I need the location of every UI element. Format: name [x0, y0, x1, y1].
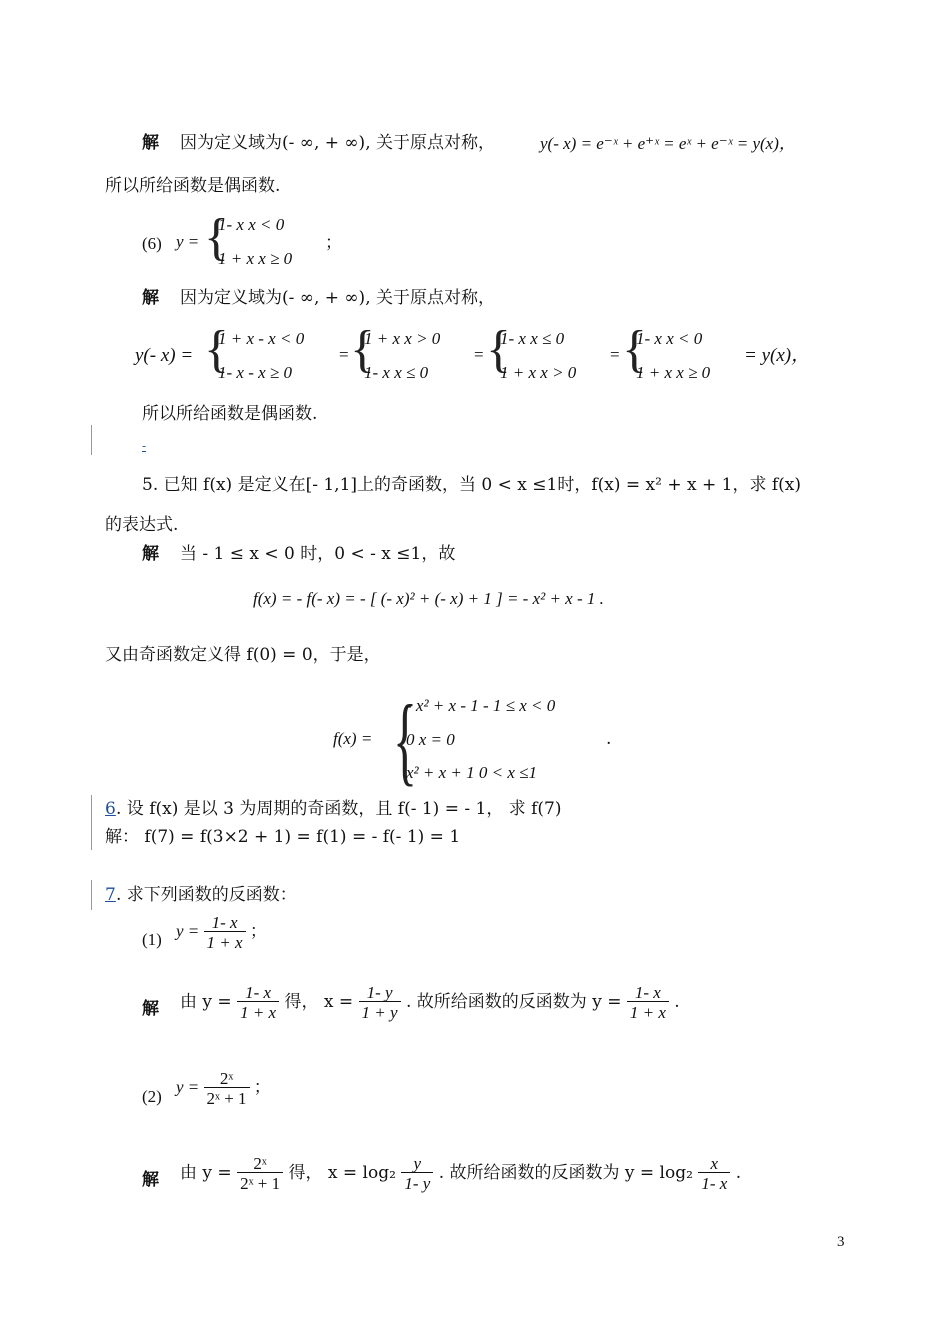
fraction [401, 1155, 433, 1192]
solution-label: 解 [142, 544, 159, 564]
equation-lhs: f(x) = [333, 729, 373, 748]
solution-text-part: 得， x = [284, 992, 354, 1012]
solution-text: 当 - 1 ≤ x < 0 时，0 < - x ≤1，故 [180, 544, 456, 564]
brace-symbol: { [486, 321, 511, 378]
conclusion-text: 所以所给函数是偶函数. [142, 404, 318, 424]
denominator: 1- y [401, 1172, 433, 1192]
fraction [204, 914, 246, 951]
solution-text: 因为定义域为(- ∞, + ∞), 关于原点对称， [180, 133, 495, 153]
case-line: 1 + x x > 0 [364, 329, 441, 348]
denominator: 1 + y [359, 1001, 401, 1021]
solution-text-part: 得， x = log₂ [288, 1163, 396, 1183]
fraction [237, 1155, 283, 1192]
case-line: 1- x x < 0 [218, 215, 285, 234]
case-line: 1- x x ≤ 0 [364, 363, 429, 382]
punctuation: ； [249, 921, 267, 941]
solution-text-part: 由 y = [180, 1163, 232, 1183]
brace-symbol: { [204, 321, 229, 378]
revision-margin-bar [91, 795, 92, 850]
case-line: x² + x + 1 0 < x ≤1 [406, 763, 537, 782]
conclusion-text: 所以所给函数是偶函数. [105, 176, 281, 196]
denominator: 1 + x [627, 1001, 669, 1021]
revision-margin-bar [91, 880, 92, 910]
question-text: . 设 f(x) 是以 3 为周期的奇函数，且 f(- 1) = - 1， 求 f(7) [116, 799, 562, 819]
question-number-link[interactable]: 6 [105, 799, 116, 819]
case-line: 1 + x x > 0 [500, 363, 577, 382]
brace-symbol: { [622, 321, 647, 378]
equals-sign: = [610, 345, 620, 364]
equation-lhs: y = [176, 921, 200, 941]
brace-symbol: { [350, 321, 375, 378]
denominator: 1- x [698, 1172, 730, 1192]
equation [176, 1070, 271, 1107]
denominator: 1 + x [204, 931, 246, 951]
numerator: 1- x [634, 983, 661, 1002]
denominator: 2ˣ + 1 [204, 1087, 250, 1107]
question-number-link[interactable]: 7 [105, 885, 116, 905]
fraction [237, 984, 279, 1021]
solution-text-part: . 故所给函数的反函数为 y = log₂ [438, 1163, 693, 1183]
equals-sign: = [474, 345, 484, 364]
solution-text-part: 由 y = [180, 992, 232, 1012]
question-text: 5. 已知 f(x) 是定义在[- 1,1]上的奇函数，当 0 < x ≤1时，f(x) = x² + x + 1，求 f(x) [142, 475, 801, 495]
case-line: 1 + x x ≥ 0 [218, 249, 293, 268]
numerator: 1- x [211, 913, 238, 932]
case-line: 1- x x < 0 [636, 329, 703, 348]
stray-dash: - [142, 439, 147, 453]
denominator: 1 + x [237, 1001, 279, 1021]
item-label: (6) [142, 234, 162, 253]
solution-text: 解： f(7) = f(3×2 + 1) = f(1) = - f(- 1) = 1 [105, 827, 461, 847]
item-label: (2) [142, 1087, 162, 1106]
fraction [359, 984, 401, 1021]
question-text-cont: 的表达式. [105, 515, 179, 535]
solution-text [180, 984, 680, 1021]
case-line: 1- x - x ≥ 0 [218, 363, 292, 382]
equation: y(- x) = e⁻ˣ + e⁺ˣ = eˣ + e⁻ˣ = y(x)， [540, 134, 796, 153]
equation-rhs: = y(x)， [744, 345, 811, 366]
punctuation: ； [253, 1077, 271, 1097]
punctuation: . [674, 992, 680, 1012]
case-line: 0 x = 0 [406, 730, 455, 749]
numerator: x [710, 1154, 719, 1173]
punctuation: . [735, 1163, 742, 1183]
numerator: 1- x [245, 983, 272, 1002]
solution-text-part: . 故所给函数的反函数为 y = [405, 992, 622, 1012]
fraction [204, 1070, 250, 1107]
equation [176, 914, 267, 951]
numerator: 2ˣ [253, 1154, 267, 1173]
case-line: - x² + x - 1 - 1 ≤ x < 0 [406, 696, 556, 715]
fraction [698, 1155, 730, 1192]
question-text: . 求下列函数的反函数： [116, 885, 297, 905]
equation: f(x) = - f(- x) = - [ (- x)² + (- x) + 1 ] = - x² + x - 1 . [253, 589, 604, 608]
equation-lhs: y = [176, 232, 200, 251]
brace-symbol: { [393, 684, 417, 795]
equation-lhs: y(- x) = [135, 345, 194, 366]
revision-margin-bar [91, 425, 92, 455]
fraction [627, 984, 669, 1021]
brace-symbol: { [204, 209, 229, 266]
page-number: 3 [837, 1234, 845, 1250]
case-line: 1 + x - x < 0 [218, 329, 305, 348]
solution-label: 解 [142, 1170, 159, 1190]
item-label: (1) [142, 930, 162, 949]
numerator: y [413, 1154, 422, 1173]
solution-label: 解 [142, 288, 159, 308]
numerator: 1- y [366, 983, 393, 1002]
punctuation: . [606, 729, 612, 749]
solution-text [180, 1155, 741, 1192]
solution-label: 解 [142, 133, 159, 153]
case-line: 1 + x x ≥ 0 [636, 363, 711, 382]
equation-lhs: y = [176, 1077, 200, 1097]
body-text: 又由奇函数定义得 f(0) = 0，于是， [105, 645, 381, 665]
equals-sign: = [339, 345, 349, 364]
solution-text: 因为定义域为(- ∞, + ∞), 关于原点对称， [180, 288, 495, 308]
solution-label: 解 [142, 999, 159, 1019]
denominator: 2ˣ + 1 [237, 1172, 283, 1192]
case-line: 1- x x ≤ 0 [500, 329, 565, 348]
numerator: 2ˣ [219, 1069, 234, 1088]
punctuation: ； [325, 233, 342, 253]
